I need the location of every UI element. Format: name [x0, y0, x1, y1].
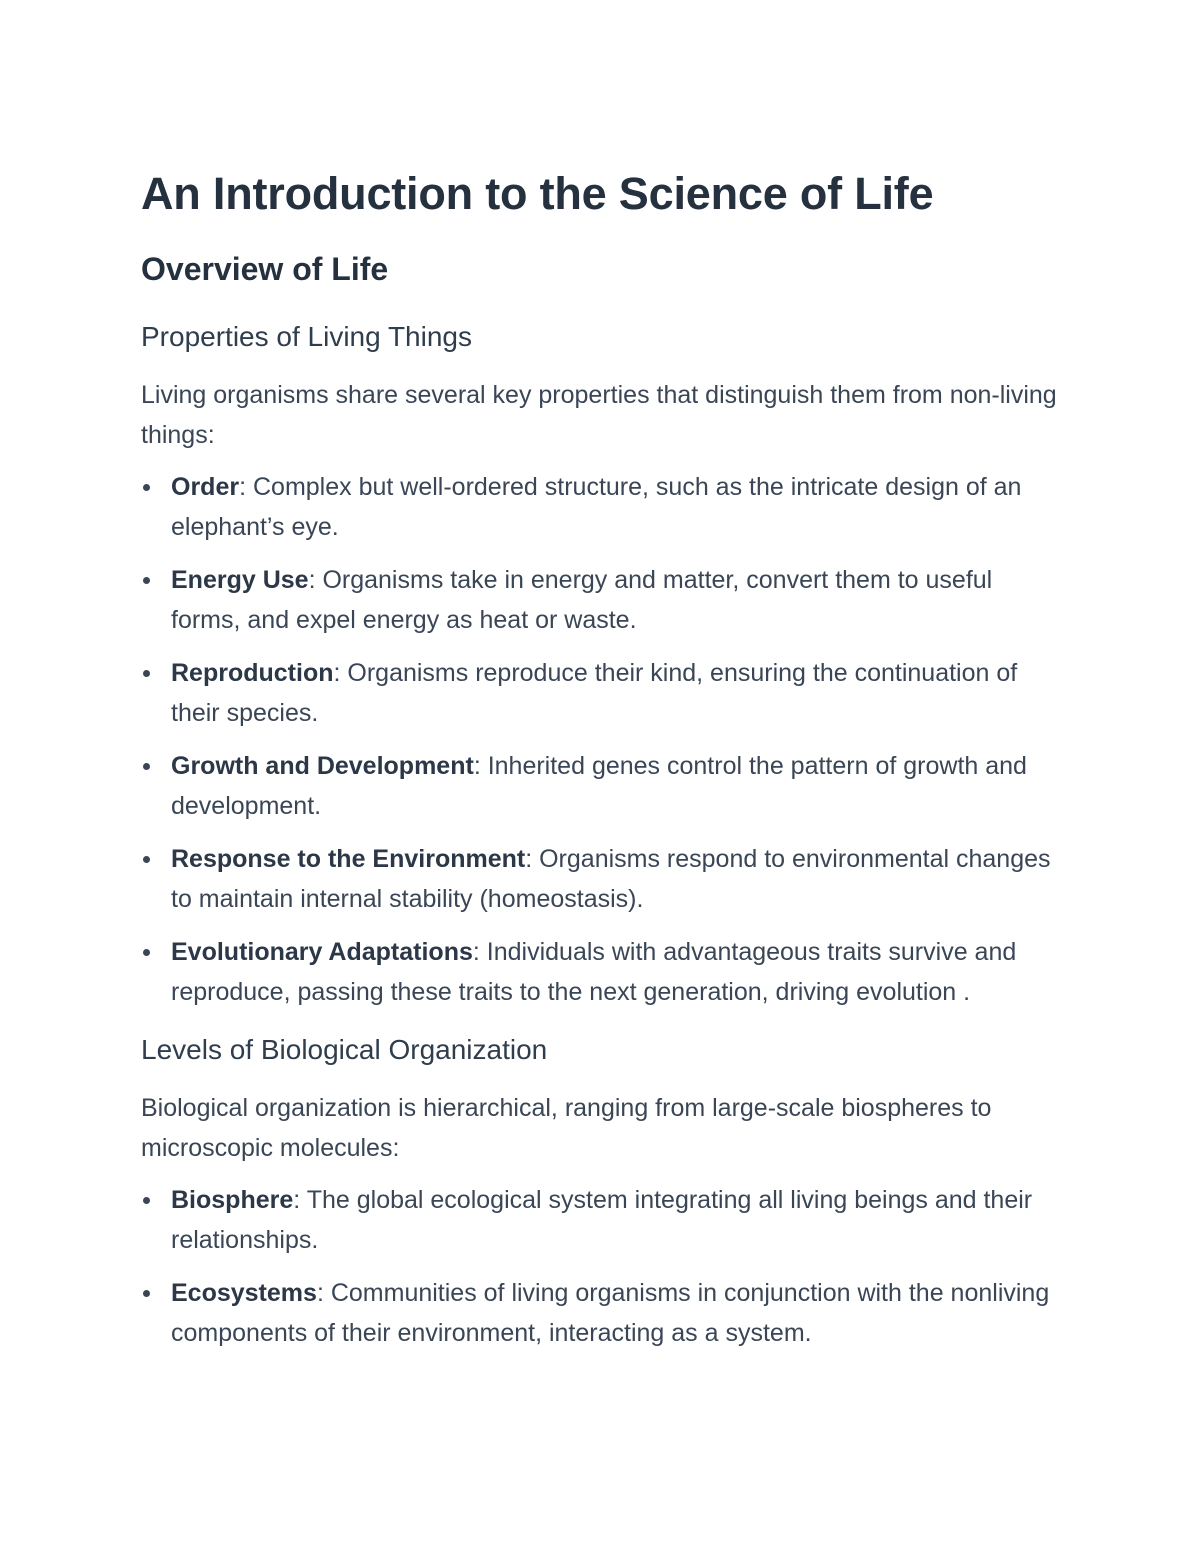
list-item — [141, 839, 1061, 919]
bullet-icon — [143, 1197, 150, 1204]
list-item — [141, 932, 1061, 1012]
bullet-icon — [143, 670, 150, 677]
levels-list — [141, 1180, 1061, 1353]
section-heading: Overview of Life — [141, 251, 389, 287]
list-item-term: Biosphere — [171, 1186, 294, 1214]
levels-intro: Biological organization is hierarchical, ranging from large-scale biospheres to microscopic molecules: — [141, 1094, 992, 1162]
list-item-text: : Organisms respond to environmental changes to maintain internal stability (homeostasis). — [171, 845, 1051, 913]
list-item-text: : Organisms take in energy and matter, convert them to useful forms, and expel energy as heat or waste. — [171, 566, 993, 634]
list-item-text: : Individuals with advantageous traits survive and reproduce, passing these traits to the next generation, driving evolution . — [171, 938, 1017, 1006]
bullet-icon — [143, 1290, 150, 1297]
list-item — [141, 746, 1061, 826]
list-item-text: : Communities of living organisms in conjunction with the nonliving components of their environment, interacting as a system. — [171, 1279, 1050, 1347]
bullet-icon — [143, 949, 150, 956]
bullet-icon — [143, 763, 150, 770]
list-item-text: : Complex but well-ordered structure, such as the intricate design of an elephant’s eye. — [171, 473, 1022, 541]
subsection-heading-levels: Levels of Biological Organization — [141, 1034, 548, 1065]
list-item-term: Response to the Environment — [171, 845, 526, 873]
bullet-icon — [143, 856, 150, 863]
list-item-text: : Organisms reproduce their kind, ensuring the continuation of their species. — [171, 659, 1018, 727]
document-title: An Introduction to the Science of Life — [141, 168, 934, 219]
list-item — [141, 467, 1061, 547]
list-item — [141, 560, 1061, 640]
document-page — [141, 165, 1061, 1366]
list-item-term: Order — [171, 473, 240, 501]
list-item-text: : The global ecological system integrating all living beings and their relationships. — [171, 1186, 1033, 1254]
list-item-term: Evolutionary Adaptations — [171, 938, 473, 966]
bullet-icon — [143, 484, 150, 491]
properties-list — [141, 467, 1061, 1012]
list-item-term: Energy Use — [171, 566, 309, 594]
list-item-term: Ecosystems — [171, 1279, 317, 1307]
list-item-term: Reproduction — [171, 659, 334, 687]
subsection-heading-properties: Properties of Living Things — [141, 321, 472, 352]
properties-intro: Living organisms share several key properties that distinguish them from non-living things: — [141, 381, 1057, 449]
list-item — [141, 653, 1061, 733]
list-item — [141, 1273, 1061, 1353]
list-item — [141, 1180, 1061, 1260]
list-item-text: : Inherited genes control the pattern of growth and development. — [171, 752, 1027, 820]
bullet-icon — [143, 577, 150, 584]
list-item-term: Growth and Development — [171, 752, 474, 780]
